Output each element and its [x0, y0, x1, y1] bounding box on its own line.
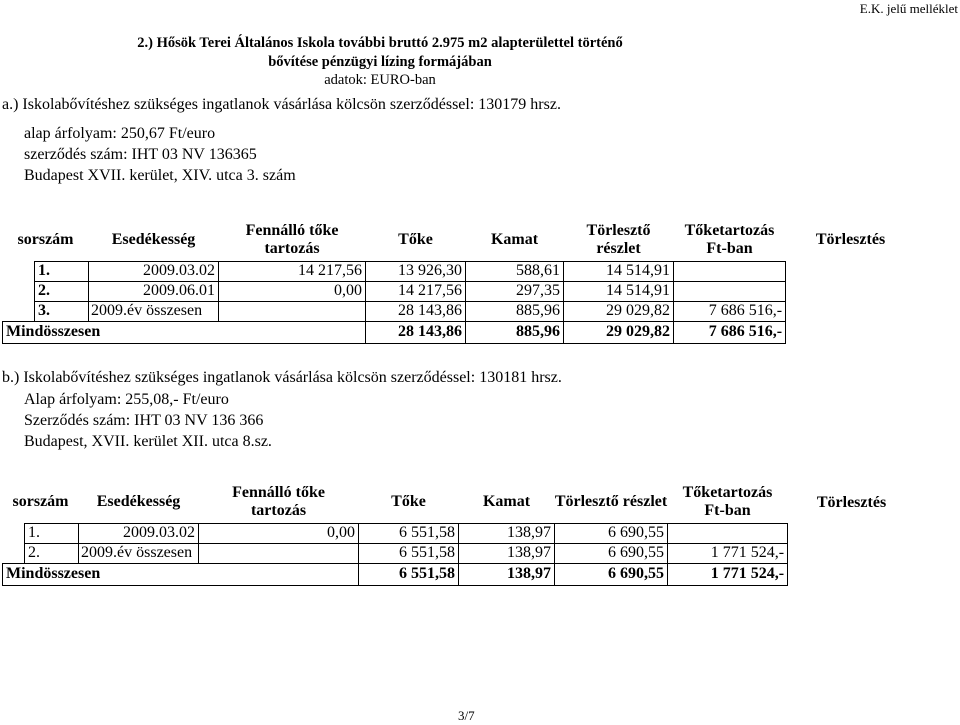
- cell-principal: 6 551,58: [359, 523, 459, 543]
- total-row: [3, 321, 916, 343]
- section-a-exchange-rate: alap árfolyam: 250,67 Ft/euro: [24, 125, 216, 142]
- total-interest: 138,97: [459, 563, 555, 585]
- page-number: 3/7: [458, 708, 475, 723]
- header-debt-huf-line2: Ft-ban: [704, 502, 751, 520]
- total-row: [3, 563, 916, 585]
- header-interest: Kamat: [482, 493, 531, 511]
- cell-installment: 14 514,91: [564, 261, 674, 281]
- table-row: [3, 281, 916, 301]
- cell-principal: 6 551,58: [359, 543, 459, 563]
- cell-repayment: [786, 301, 916, 321]
- row-spacer: [3, 301, 35, 321]
- cell-debt-huf: [674, 261, 786, 281]
- cell-outstanding: [219, 301, 366, 321]
- cell-outstanding: 0,00: [219, 281, 366, 301]
- title-line-1: 2.) Hősök Terei Általános Iskola további bruttó 2.975 m2 alapterülettel történő: [137, 35, 623, 51]
- total-label: Mindösszesen: [3, 563, 359, 585]
- table-row: [3, 523, 916, 543]
- cell-due: 2009.év összesen: [79, 543, 199, 563]
- section-a-address: Budapest XVII. kerület, XIV. utca 3. szám: [24, 167, 296, 184]
- cell-interest: 885,96: [466, 301, 564, 321]
- title-line-2: bővítése pénzügyi lízing formájában: [268, 53, 492, 70]
- cell-debt-huf: [668, 523, 788, 543]
- total-label: Mindösszesen: [3, 321, 366, 343]
- section-a-contract-number: szerződés szám: IHT 03 NV 136365: [24, 146, 257, 163]
- header-debt-huf: [668, 482, 788, 523]
- cell-principal: 13 926,30: [366, 261, 466, 281]
- table-row: [3, 261, 916, 281]
- header-installment: [564, 219, 674, 261]
- table-row: [3, 543, 916, 563]
- header-no: sorszám: [12, 493, 69, 511]
- cell-principal: 14 217,56: [366, 281, 466, 301]
- cell-repayment: [786, 261, 916, 281]
- cell-outstanding: [199, 543, 359, 563]
- cell-no: 2.: [35, 281, 89, 301]
- cell-repayment: [788, 543, 916, 563]
- header-debt-huf: [674, 219, 786, 261]
- total-principal: 28 143,86: [366, 321, 466, 343]
- section-a-table: [2, 219, 916, 344]
- cell-no: 1.: [25, 523, 79, 543]
- cell-repayment: [788, 523, 916, 543]
- header-installment: Törlesztő részlet: [554, 493, 668, 511]
- table-header-row: [3, 482, 916, 523]
- header-installment-line1: Törlesztő: [586, 221, 651, 239]
- attachment-label: E.K. jelű melléklet: [859, 1, 958, 16]
- total-principal: 6 551,58: [359, 563, 459, 585]
- cell-debt-huf: 1 771 524,-: [668, 543, 788, 563]
- row-spacer: [3, 261, 35, 281]
- header-due: Esedékesség: [111, 230, 196, 248]
- table-header-row: [3, 219, 916, 261]
- header-principal: Tőke: [398, 230, 433, 248]
- row-spacer: [3, 523, 25, 543]
- section-b-table: [2, 482, 916, 586]
- header-installment-line2: részlet: [596, 239, 641, 257]
- section-b-address: Budapest, XVII. kerület XII. utca 8.sz.: [24, 433, 272, 450]
- table-row: [3, 301, 916, 321]
- document-title: [0, 34, 760, 90]
- header-outstanding-line1: Fennálló tőke: [245, 221, 339, 239]
- cell-outstanding: 14 217,56: [219, 261, 366, 281]
- header-debt-huf-line1: Tőketartozás: [684, 221, 775, 239]
- section-b-exchange-rate: Alap árfolyam: 255,08,- Ft/euro: [24, 391, 229, 408]
- header-debt-huf-line1: Tőketartozás: [682, 484, 773, 502]
- header-debt-huf-line2: Ft-ban: [706, 239, 753, 257]
- total-debt-huf: 1 771 524,-: [668, 563, 788, 585]
- cell-repayment: [786, 281, 916, 301]
- total-debt-huf: 7 686 516,-: [674, 321, 786, 343]
- cell-debt-huf: [674, 281, 786, 301]
- header-interest: Kamat: [490, 230, 539, 248]
- section-b-contract-number: Szerződés szám: IHT 03 NV 136 366: [24, 412, 264, 429]
- cell-interest: 588,61: [466, 261, 564, 281]
- cell-due: 2009.év összesen: [89, 301, 219, 321]
- total-repayment: [788, 563, 916, 585]
- cell-interest: 138,97: [459, 543, 555, 563]
- title-line-3: adatok: EURO-ban: [324, 72, 436, 88]
- total-installment: 29 029,82: [564, 321, 674, 343]
- header-outstanding-line1: Fennálló tőke: [232, 484, 325, 502]
- section-a-heading: a.) Iskolabővítéshez szükséges ingatlanok vásárlása kölcsön szerződéssel: 130179 hrsz.: [2, 96, 561, 113]
- header-outstanding-line2: tartozás: [264, 239, 320, 257]
- cell-no: 1.: [35, 261, 89, 281]
- cell-interest: 297,35: [466, 281, 564, 301]
- row-spacer: [3, 281, 35, 301]
- cell-outstanding: 0,00: [199, 523, 359, 543]
- header-due: Esedékesség: [96, 493, 181, 511]
- total-repayment: [786, 321, 916, 343]
- cell-debt-huf: 7 686 516,-: [674, 301, 786, 321]
- header-principal: Tőke: [391, 493, 426, 511]
- header-no: sorszám: [17, 230, 74, 248]
- cell-no: 3.: [35, 301, 89, 321]
- cell-due: 2009.03.02: [79, 523, 199, 543]
- total-interest: 885,96: [466, 321, 564, 343]
- header-outstanding: [199, 482, 359, 523]
- cell-installment: 14 514,91: [564, 281, 674, 301]
- cell-due: 2009.06.01: [89, 281, 219, 301]
- row-spacer: [3, 543, 25, 563]
- cell-installment: 29 029,82: [564, 301, 674, 321]
- cell-principal: 28 143,86: [366, 301, 466, 321]
- cell-no: 2.: [25, 543, 79, 563]
- total-installment: 6 690,55: [555, 563, 668, 585]
- cell-due: 2009.03.02: [89, 261, 219, 281]
- cell-installment: 6 690,55: [555, 543, 668, 563]
- header-outstanding-line2: tartozás: [250, 502, 307, 520]
- header-outstanding: [219, 219, 366, 261]
- section-b-heading: b.) Iskolabővítéshez szükséges ingatlanok vásárlása kölcsön szerződéssel: 130181 hrsz.: [2, 369, 562, 386]
- cell-installment: 6 690,55: [555, 523, 668, 543]
- cell-interest: 138,97: [459, 523, 555, 543]
- header-repayment: Törlesztés: [816, 493, 887, 511]
- header-repayment: Törlesztés: [815, 231, 886, 248]
